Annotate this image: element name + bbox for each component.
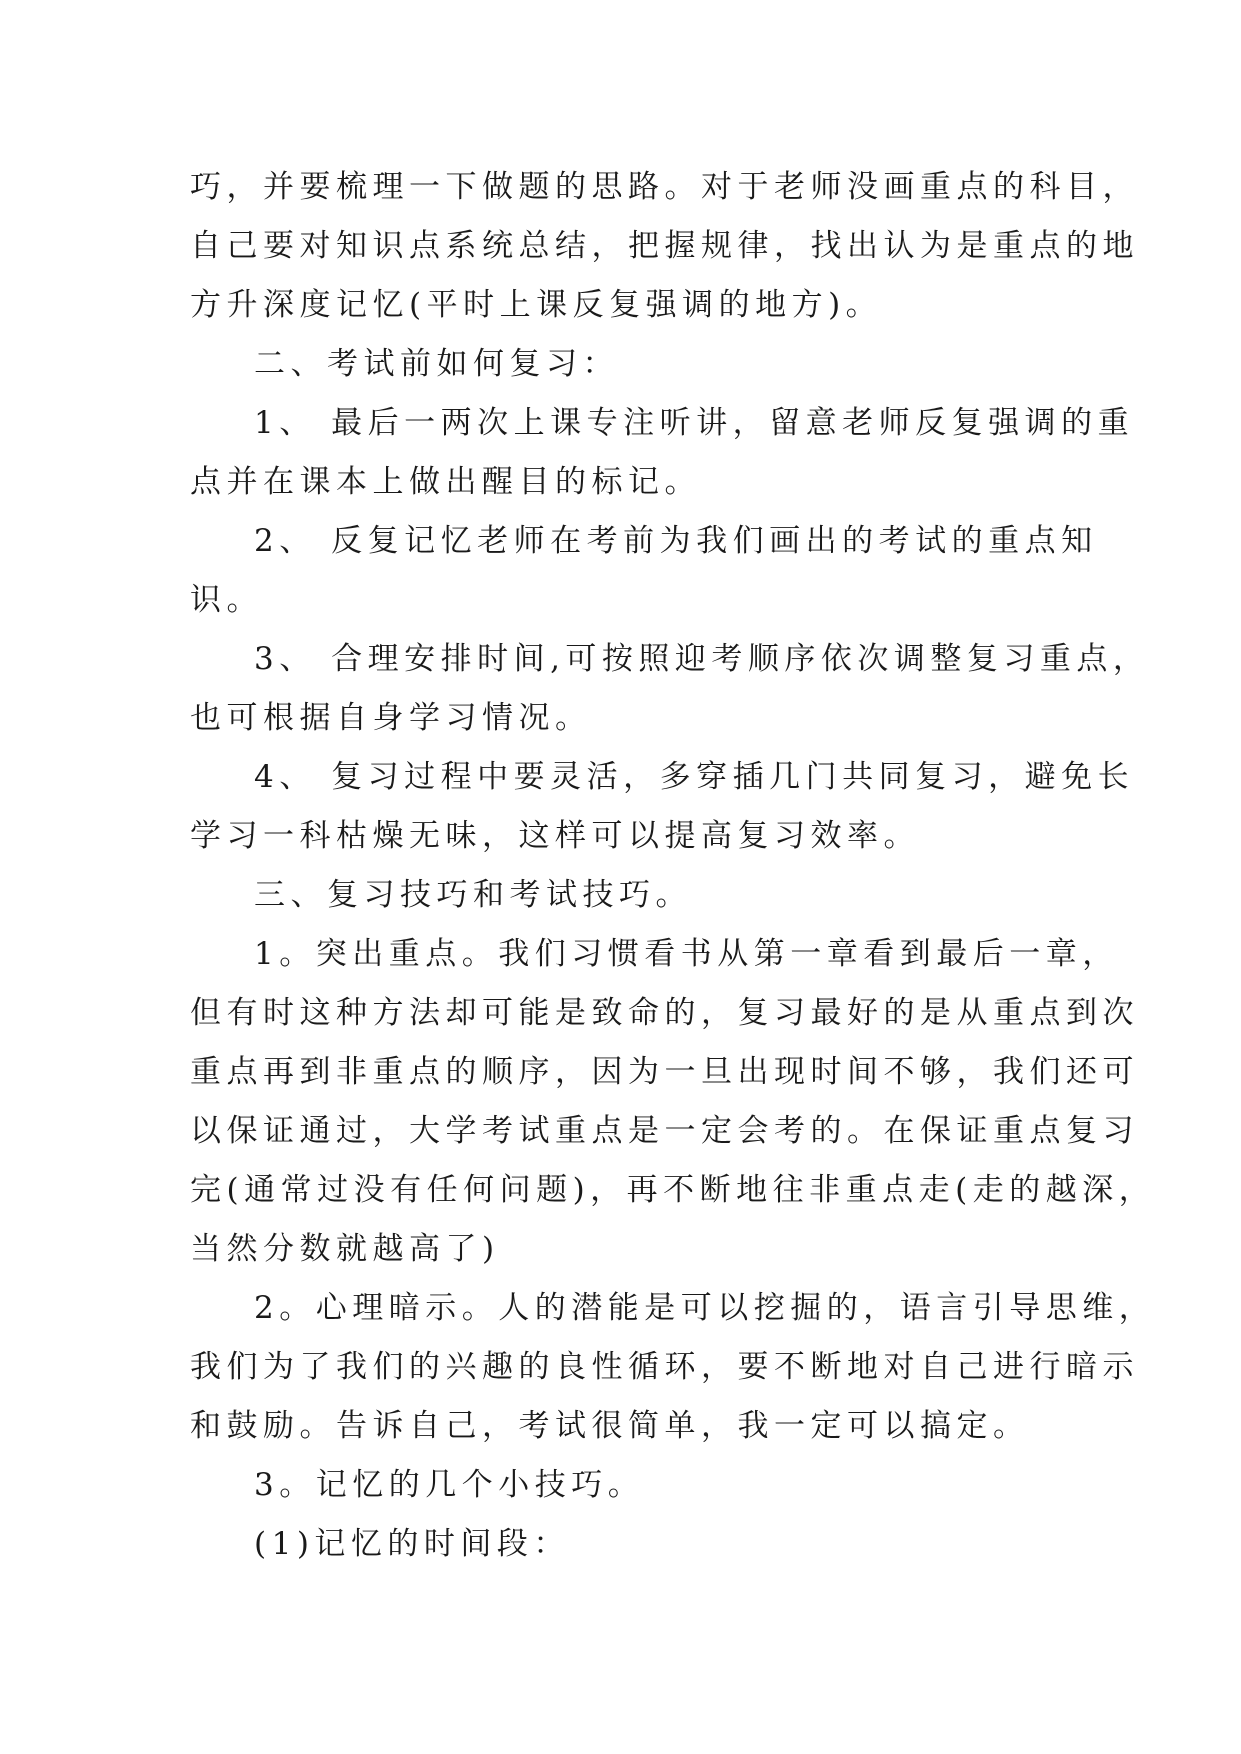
text-line: 方升深度记忆(平时上课反复强调的地方)。 — [190, 287, 883, 323]
section-heading: 三、复习技巧和考试技巧。 — [254, 877, 692, 913]
list-item: 2。心理暗示。人的潜能是可以挖掘的，语言引导思维， — [254, 1290, 1156, 1326]
body-text — [190, 158, 1156, 1574]
text-line: 自己要对知识点系统总结，把握规律，找出认为是重点的地 — [190, 228, 1139, 264]
text-line: 当然分数就越高了) — [190, 1231, 500, 1267]
list-item: (1)记忆的时间段： — [254, 1526, 570, 1562]
list-item: 1、 最后一两次上课专注听讲，留意老师反复强调的重 — [254, 405, 1135, 441]
text-line: 但有时这种方法却可能是致命的，复习最好的是从重点到次 — [190, 995, 1139, 1031]
list-item: 3、 合理安排时间,可按照迎考顺序依次调整复习重点， — [254, 641, 1150, 677]
list-item: 1。突出重点。我们习惯看书从第一章看到最后一章， — [254, 936, 1119, 972]
list-item: 2、 反复记忆老师在考前为我们画出的考试的重点知 — [254, 523, 1098, 559]
text-line: 识。 — [190, 582, 263, 618]
text-line: 点并在课本上做出醒目的标记。 — [190, 464, 701, 500]
text-line: 也可根据自身学习情况。 — [190, 700, 592, 736]
list-item: 4、 复习过程中要灵活，多穿插几门共同复习，避免长 — [254, 759, 1135, 795]
text-line: 重点再到非重点的顺序，因为一旦出现时间不够，我们还可 — [190, 1054, 1139, 1090]
text-line: 学习一科枯燥无味，这样可以提高复习效率。 — [190, 818, 920, 854]
text-line: 和鼓励。告诉自己，考试很简单，我一定可以搞定。 — [190, 1408, 1030, 1444]
section-heading: 二、考试前如何复习： — [254, 346, 619, 382]
text-line: 巧，并要梳理一下做题的思路。对于老师没画重点的科目， — [190, 169, 1139, 205]
text-line: 完(通常过没有任何问题)，再不断地往非重点走(走的越深， — [190, 1172, 1156, 1208]
list-item: 3。记忆的几个小技巧。 — [254, 1467, 645, 1503]
text-line: 以保证通过，大学考试重点是一定会考的。在保证重点复习 — [190, 1113, 1139, 1149]
text-line: 我们为了我们的兴趣的良性循环，要不断地对自己进行暗示 — [190, 1349, 1139, 1385]
